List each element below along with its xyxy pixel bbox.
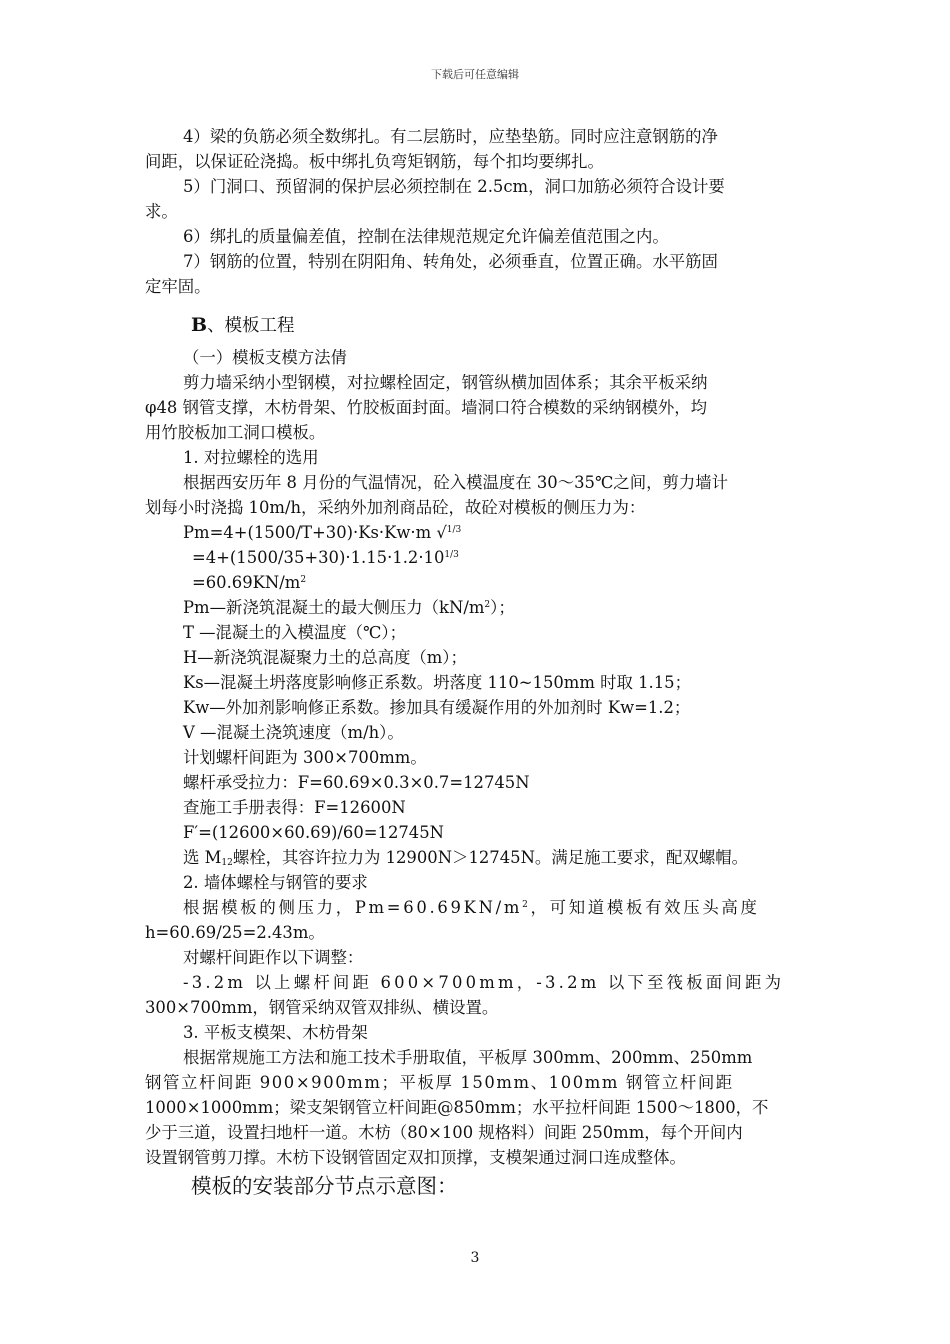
- wall-adjust-intro: 对螺杆间距作以下调整：: [183, 948, 364, 967]
- wall-para-line-1: 根据模板的侧压力，$Pm=60.69KN/m^2$，可知道模板有效压头高度: [183, 898, 760, 917]
- page-number: 3: [470, 1250, 480, 1266]
- definition-t: T —混凝土的入模温度（℃）；: [183, 623, 406, 642]
- formwork-para-line-3: 用竹胶板加工洞口模板。: [145, 423, 326, 442]
- document-body: [145, 124, 807, 1202]
- slab-para-line-1: 根据常规施工方法和施工技术手册取值，平板厚 300mm、200mm、250mm: [183, 1048, 753, 1067]
- heading-tie-bolt: 1. 对拉螺栓的选用: [183, 448, 319, 467]
- formwork-para-line-1: 剪力墙采纳小型钢模，对拉螺栓固定，钢管纵横加固体系；其余平板采纳: [183, 373, 708, 392]
- heading-wall-bolt: 2. 墙体螺栓与钢管的要求: [183, 873, 368, 892]
- slab-para-line-3: 1000×1000mm；梁支架钢管立杆间距@850mm；水平拉杆间距 1500～1800，不: [145, 1098, 769, 1117]
- page-header: 下载后可任意编辑: [431, 68, 519, 81]
- rebar-item-7-line-1: 7）钢筋的位置，特别在阴阳角、转角处，必须垂直，位置正确。水平筋固: [183, 252, 718, 271]
- wall-adjust-line-1: -3.2m 以上螺杆间距 600×700mm，-3.2m 以下至筏板面间距为: [183, 973, 785, 992]
- formula-line-1: Pm=4+(1500/T+30)·Ks·Kw·m √$^{1/3}$: [183, 523, 462, 542]
- subsection-heading-1: （一）模板支模方法倩: [183, 348, 347, 367]
- pressure-para-line-2: 划每小时浇捣 10m/h，采纳外加剂商品砼，故砼对模板的侧压力为：: [145, 498, 646, 517]
- section-heading-b: [145, 311, 807, 340]
- pressure-para-line-1: 根据西安历年 8 月份的气温情况，砼入模温度在 30～35℃之间，剪力墙计: [183, 473, 729, 492]
- slab-para-line-5: 设置钢管剪刀撑。木枋下设钢管固定双扣顶撑，支模架通过洞口连成整体。: [145, 1148, 686, 1167]
- definition-pm: Pm—新浇筑混凝土的最大侧压力$(kN/m^2)$；: [183, 598, 515, 617]
- rebar-item-5-line-1: 5）门洞口、预留洞的保护层必须控制在 2.5cm，洞口加筋必须符合设计要: [183, 177, 725, 196]
- slab-para-line-2: 钢管立杆间距 900×900mm；平板厚 150mm、100mm 钢管立杆间距: [145, 1073, 734, 1092]
- rebar-item-6: 6）绑扎的质量偏差值，控制在法律规范规定允许偏差值范围之内。: [183, 227, 669, 246]
- calc-bolt-choice: 选 $M_{12}$螺栓，其容许拉力为 12900N＞12745N。满足施工要求，配双螺帽。: [183, 848, 749, 868]
- rebar-item-4-line-1: 4）梁的负筋必须全数绑扎。有二层筋时，应垫垫筋。同时应注意钢筋的净: [183, 127, 718, 146]
- slab-para-line-4: 少于三道，设置扫地杆一道。木枋（80×100 规格料）间距 250mm，每个开间内: [145, 1123, 743, 1142]
- wall-adjust-line-2: 300×700mm，钢管采纳双管双排纵、横设置。: [145, 998, 499, 1017]
- wall-para-line-2: h=60.69/25=2.43m。: [145, 923, 325, 942]
- definition-kw: Kw—外加剂影响修正系数。掺加具有缓凝作用的外加剂时 Kw=1.2；: [183, 698, 691, 717]
- heading-slab-support: 3. 平板支模架、木枋骨架: [183, 1023, 368, 1042]
- formula-line-2: $=4+(1500/35+30)\cdot 1.15\cdot 1.2\cdot 10^{1/3}$: [192, 548, 459, 567]
- calc-handbook: 查施工手册表得：F=12600N: [183, 798, 406, 817]
- rebar-item-5-line-2: 求。: [145, 202, 178, 221]
- formula-line-3: $=60.69KN/m^2$: [192, 573, 307, 592]
- formwork-para-line-2: φ48 钢管支撑，木枋骨架、竹胶板面封面。墙洞口符合模数的采纳钢模外，均: [145, 398, 708, 417]
- calc-spacing: 计划螺杆间距为 300×700mm。: [183, 748, 427, 767]
- calc-f-prime: F′=(12600×60.69)/60=12745N: [183, 823, 445, 842]
- rebar-item-7-line-2: 定牢固。: [145, 277, 211, 296]
- rebar-item-4-line-2: 间距，以保证砼浇捣。板中绑扎负弯矩钢筋，每个扣均要绑扎。: [145, 152, 604, 171]
- calc-tension: 螺杆承受拉力：F=60.69×0.3×0.7=12745N: [183, 773, 530, 792]
- diagram-caption-heading: 模板的安装部分节点示意图：: [191, 1174, 458, 1198]
- definition-ks: Ks—混凝土坍落度影响修正系数。坍落度 110~150mm 时取 1.15；: [183, 673, 691, 692]
- definition-h: H—新浇筑混凝聚力土的总高度（m）；: [183, 648, 467, 667]
- section-title: 、模板工程: [207, 316, 295, 336]
- section-letter: B: [191, 314, 208, 336]
- definition-v: V —混凝土浇筑速度（m/h）。: [183, 723, 404, 742]
